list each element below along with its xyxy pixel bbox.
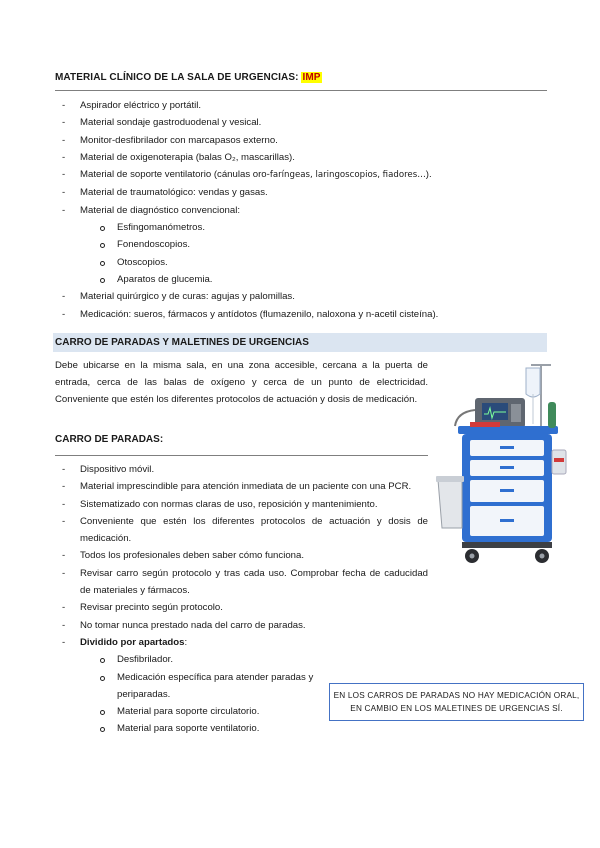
circle-bullet-icon — [100, 710, 105, 715]
list-item: - Todos los profesionales deben saber cómo funciona. — [62, 550, 304, 562]
list-item: - Revisar precinto según protocolo. — [62, 602, 223, 614]
sub-list-item: Material para soporte ventilatorio. — [80, 720, 428, 737]
crash-cart-image — [430, 362, 585, 567]
list-item: - Dividido por apartados: — [62, 636, 188, 648]
list-item: - Material de traumatológico: vendas y gasas. — [62, 187, 268, 199]
section-divider — [55, 90, 547, 91]
iv-bag-icon — [526, 368, 540, 397]
circle-bullet-icon — [100, 261, 105, 266]
oxygen-bottle — [548, 402, 556, 428]
list-item: - Material imprescindible para atención inmediata de un paciente con una PCR. — [62, 481, 412, 493]
material-clinico-list — [62, 97, 439, 323]
circle-bullet-icon — [100, 676, 105, 681]
circle-bullet-icon — [100, 658, 105, 663]
circle-bullet-icon — [100, 243, 105, 248]
circle-bullet-icon — [100, 278, 105, 283]
list-item: - Material de diagnóstico convencional: — [62, 204, 240, 216]
circle-bullet-icon — [100, 226, 105, 231]
list-item: - Medicación: sueros, fármacos y antídotos (flumazenilo, naloxona y n-acetil cisteína). — [62, 308, 439, 320]
list-item: - Material de oxigenoterapia (balas O₂, mascarillas). — [62, 151, 295, 163]
iv-hook — [531, 364, 551, 366]
list-item: - Conveniente que estén los diferentes protocolos de actuación y dosis de medicación. — [62, 515, 428, 545]
sub-list-item: Aparatos de glucemia. — [80, 271, 438, 288]
cart-top — [458, 426, 558, 434]
intro-paragraph: Debe ubicarse en la misma sala, en una zona accesible, cercana a la puerta de entrada, cerca de las balas de oxígeno y cerca de un punto de electricidad. Conveniente que estén los diferentes protocolos de actuación y dosis de medicación. — [55, 360, 428, 406]
sub-list-item: Otoscopios. — [80, 254, 438, 271]
sub-list-item: Material para soporte circulatorio. — [80, 703, 428, 720]
side-bin — [438, 480, 462, 528]
sub-list-item: Desfibrilador. — [80, 651, 428, 668]
sub-list-item: Esfingomanómetros. — [80, 219, 438, 236]
note-box: EN LOS CARROS DE PARADAS NO HAY MEDICACIÓN ORAL, EN CAMBIO EN LOS MALETINES DE URGENCIAS SÍ. — [329, 683, 584, 721]
circle-bullet-icon — [100, 727, 105, 732]
list-item: - Revisar carro según protocolo y tras cada uso. Comprobar fecha de caducidad de materiales y fármacos. — [62, 567, 428, 597]
sub-list-item: Medicación específica para atender paradas y periparadas. — [80, 669, 327, 704]
list-item: - Material quirúrgico y de curas: agujas y palomillas. — [62, 291, 295, 303]
list-item: - Monitor-desfibrilador con marcapasos externo. — [62, 134, 278, 146]
list-item: - Material de soporte ventilatorio (cánulas oro-faríngeas, laringoscopios, fiadores…). — [62, 169, 432, 181]
sub-list-item: Fonendoscopios. — [80, 236, 438, 253]
list-item: - Dispositivo móvil. — [62, 464, 155, 475]
section-title-material-clinico: MATERIAL CLÍNICO DE LA SALA DE URGENCIAS: IMP — [55, 72, 321, 83]
list-item: - No tomar nunca prestado nada del carro de paradas. — [62, 619, 306, 631]
list-item: - Sistematizado con normas claras de uso, reposición y mantenimiento. — [62, 498, 378, 510]
list-item: - Material sondaje gastroduodenal y vesical. — [62, 117, 262, 129]
section-band-carro-paradas: CARRO DE PARADAS Y MALETINES DE URGENCIAS — [53, 333, 547, 352]
list-item: - Aspirador eléctrico y portátil. — [62, 100, 202, 111]
subsection-divider — [55, 455, 428, 456]
imp-highlight-tag: IMP — [302, 72, 321, 83]
subsection-title-carro: CARRO DE PARADAS: — [55, 434, 164, 445]
